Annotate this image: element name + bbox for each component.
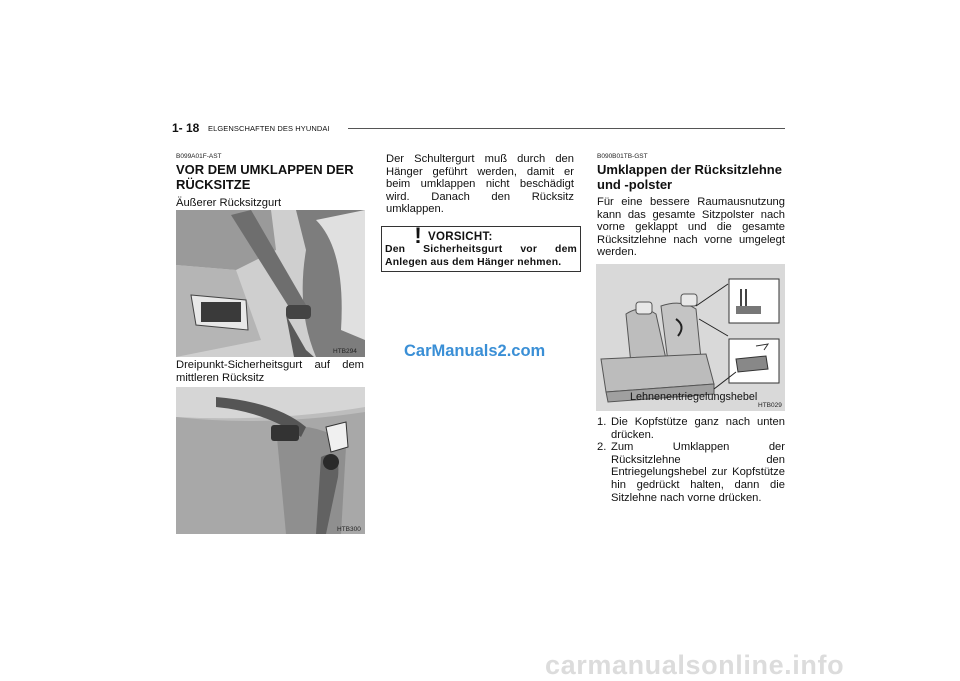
section-heading: Umklappen der Rücksitzlehne und -polster (597, 162, 782, 192)
watermark-link[interactable]: CarManuals2.com (404, 342, 546, 360)
body-paragraph: Für eine bessere Raumausnutzung kann das gesamte Sitzpolster nach vorne geklappt und die gesamte Rücksitzlehne nach vorne umgelegt werden. (597, 196, 785, 259)
middle-seatbelt-photo (176, 387, 365, 534)
photo-code: HTB300 (337, 526, 361, 533)
figure-label: Lehnenentriegelungshebel (630, 391, 758, 403)
list-item: 1. Die Kopfstütze ganz nach unten drücken. (597, 416, 785, 441)
section-code: B099A01F-AST (176, 153, 222, 160)
instruction-list (597, 416, 785, 504)
footer-watermark: carmanualsonline.info (545, 650, 845, 680)
caution-title: VORSICHT: (428, 231, 493, 243)
body-paragraph: Der Schultergurt muß durch den Hänger geführt werden, damit er beim umklappen nicht beschädigt wird. Danach den Rücksitz umklappen. (386, 153, 574, 216)
caution-text: Den Sicherheitsgurt vor dem Anlegen aus dem Hänger nehmen. (385, 244, 577, 268)
section-title: ELGENSCHAFTEN DES HYUNDAI (208, 124, 330, 133)
subheading: Äußerer Rücksitzgurt (176, 197, 282, 209)
page-number: 1- 18 (172, 121, 200, 135)
outer-seatbelt-photo (176, 210, 365, 357)
caution-box (381, 223, 581, 272)
photo-code: HTB029 (758, 402, 782, 409)
photo-code: HTB294 (333, 348, 357, 355)
section-code: B090B01TB-GST (597, 153, 648, 160)
header-divider (348, 128, 785, 129)
section-heading: VOR DEM UMKLAPPEN DER RÜCKSITZE (176, 162, 354, 192)
list-item: 2. Zum Umklappen der Rücksitzlehne den Entriegelungshebel zur Kopfstütze hin gedrückt halten, dann die Sitzlehne nach vorne drücken. (597, 441, 785, 504)
photo-caption: Dreipunkt-Sicherheitsgurt auf dem mittleren Rücksitz (176, 359, 364, 384)
svg-text:!: ! (414, 223, 422, 247)
rear-seat-illustration (596, 264, 785, 411)
